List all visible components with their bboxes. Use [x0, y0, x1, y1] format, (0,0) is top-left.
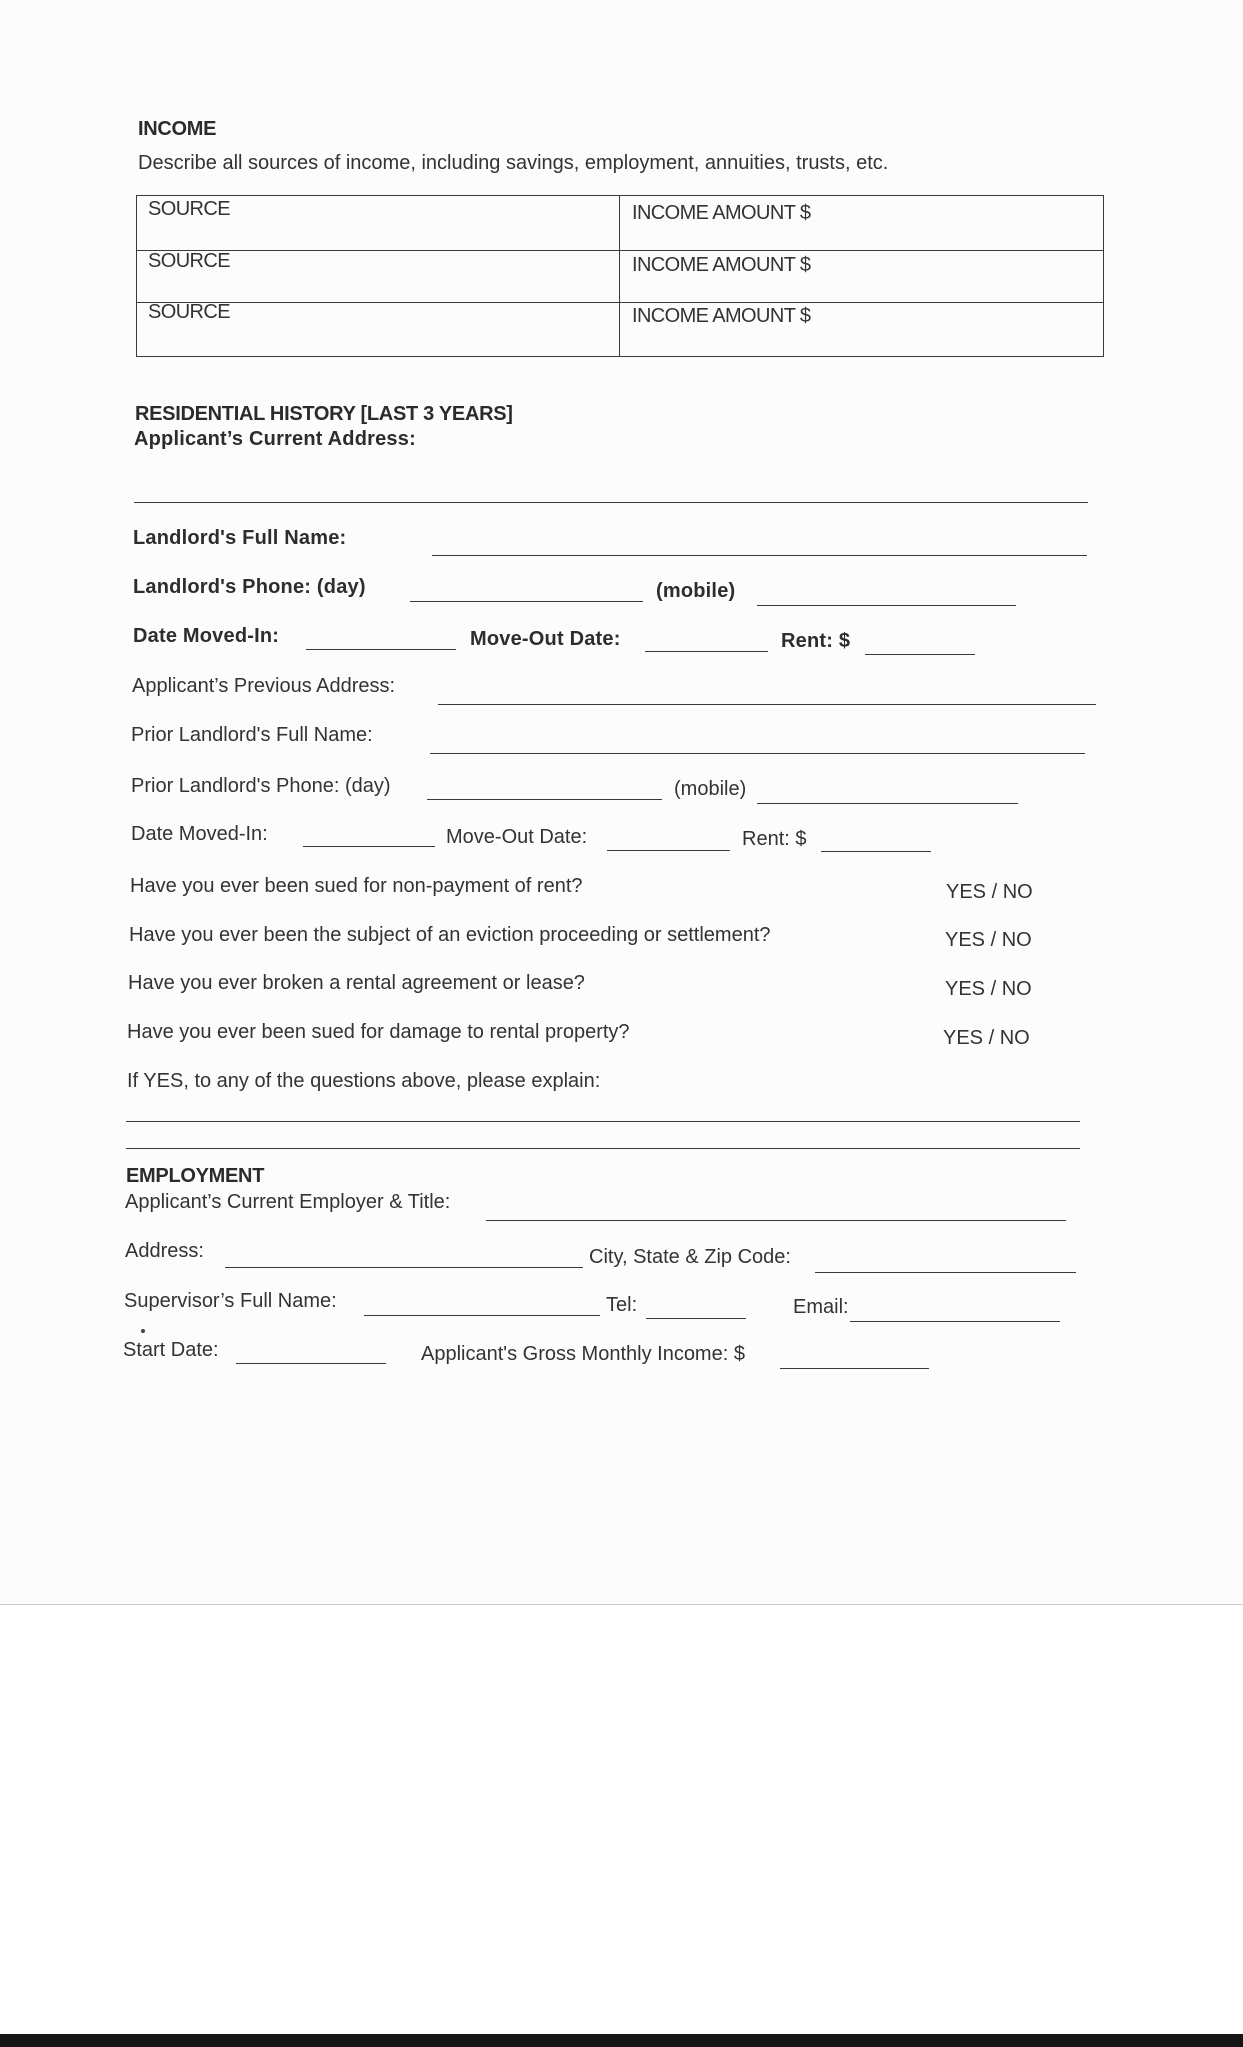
prior-landlord-name-line[interactable]	[430, 753, 1085, 754]
income-table	[136, 195, 1104, 357]
residential-heading: RESIDENTIAL HISTORY [LAST 3 YEARS]	[135, 403, 513, 425]
yes-no-option[interactable]: YES / NO	[945, 978, 1032, 1000]
yes-no-option[interactable]: YES / NO	[943, 1027, 1030, 1049]
employer-label: Applicant’s Current Employer & Title:	[125, 1191, 451, 1213]
supervisor-label: Supervisor’s Full Name:	[124, 1290, 337, 1312]
rent-label: Rent: $	[781, 630, 851, 652]
question-text: Have you ever been sued for non-payment of rent?	[130, 875, 583, 897]
income-amount-label: INCOME AMOUNT $	[632, 254, 811, 276]
explain-line[interactable]	[126, 1121, 1080, 1122]
email-label: Email:	[793, 1296, 849, 1318]
prior-landlord-phone-day-line[interactable]	[427, 799, 662, 800]
prior-move-out-label: Move-Out Date:	[446, 826, 588, 848]
prior-rent-line[interactable]	[821, 851, 931, 852]
tel-line[interactable]	[646, 1318, 746, 1319]
city-label: City, State & Zip Code:	[589, 1246, 791, 1268]
scanner-edge	[0, 2034, 1243, 2047]
rent-line[interactable]	[865, 654, 975, 655]
employment-heading: EMPLOYMENT	[126, 1165, 265, 1187]
prior-move-out-line[interactable]	[607, 850, 730, 851]
income-description: Describe all sources of income, including savings, employment, annuities, trusts, etc.	[138, 152, 889, 174]
landlord-name-label: Landlord's Full Name:	[133, 527, 347, 549]
yes-no-option[interactable]: YES / NO	[945, 929, 1032, 951]
income-source-label: SOURCE	[148, 301, 230, 323]
gross-income-label: Applicant's Gross Monthly Income: $	[421, 1343, 745, 1365]
previous-address-line[interactable]	[438, 704, 1096, 705]
landlord-phone-mobile-label: (mobile)	[656, 580, 736, 602]
previous-address-label: Applicant’s Previous Address:	[132, 675, 396, 697]
address-line[interactable]	[225, 1267, 583, 1268]
date-moved-in-label: Date Moved-In:	[133, 625, 280, 647]
start-date-label: Start Date:	[123, 1339, 219, 1361]
city-line[interactable]	[815, 1272, 1076, 1273]
prior-landlord-phone-day-label: Prior Landlord's Phone: (day)	[131, 775, 391, 797]
prior-rent-label: Rent: $	[742, 828, 807, 850]
income-table-rule	[137, 302, 1103, 303]
start-date-line[interactable]	[236, 1363, 386, 1364]
prior-date-moved-in-line[interactable]	[303, 846, 435, 847]
income-table-rule	[137, 250, 1103, 251]
explain-label: If YES, to any of the questions above, please explain:	[127, 1070, 601, 1092]
landlord-phone-day-line[interactable]	[410, 601, 643, 602]
prior-date-moved-in-label: Date Moved-In:	[131, 823, 268, 845]
income-table-divider	[619, 196, 620, 356]
question-text: Have you ever been sued for damage to rental property?	[127, 1021, 630, 1043]
income-amount-label: INCOME AMOUNT $	[632, 202, 811, 224]
move-out-line[interactable]	[645, 651, 768, 652]
prior-landlord-phone-mobile-label: (mobile)	[674, 778, 747, 800]
question-text: Have you ever broken a rental agreement or lease?	[128, 972, 585, 994]
question-text: Have you ever been the subject of an eviction proceeding or settlement?	[129, 924, 771, 946]
date-moved-in-line[interactable]	[306, 649, 456, 650]
income-source-label: SOURCE	[148, 198, 230, 220]
email-line[interactable]	[850, 1321, 1060, 1322]
ink-speck	[141, 1329, 145, 1333]
yes-no-option[interactable]: YES / NO	[946, 881, 1033, 903]
prior-landlord-name-label: Prior Landlord's Full Name:	[131, 724, 373, 746]
tel-label: Tel:	[606, 1294, 638, 1316]
move-out-label: Move-Out Date:	[470, 628, 621, 650]
address-label: Address:	[125, 1240, 204, 1262]
current-address-line[interactable]	[134, 502, 1088, 503]
income-heading: INCOME	[138, 118, 217, 140]
explain-line[interactable]	[126, 1148, 1080, 1149]
gross-income-line[interactable]	[780, 1368, 929, 1369]
landlord-phone-day-label: Landlord's Phone: (day)	[133, 576, 366, 598]
income-amount-label: INCOME AMOUNT $	[632, 305, 811, 327]
landlord-name-line[interactable]	[432, 555, 1087, 556]
prior-landlord-phone-mobile-line[interactable]	[757, 803, 1018, 804]
supervisor-line[interactable]	[364, 1315, 600, 1316]
income-source-label: SOURCE	[148, 250, 230, 272]
landlord-phone-mobile-line[interactable]	[757, 605, 1016, 606]
current-address-label: Applicant’s Current Address:	[134, 428, 416, 450]
employer-line[interactable]	[486, 1220, 1066, 1221]
